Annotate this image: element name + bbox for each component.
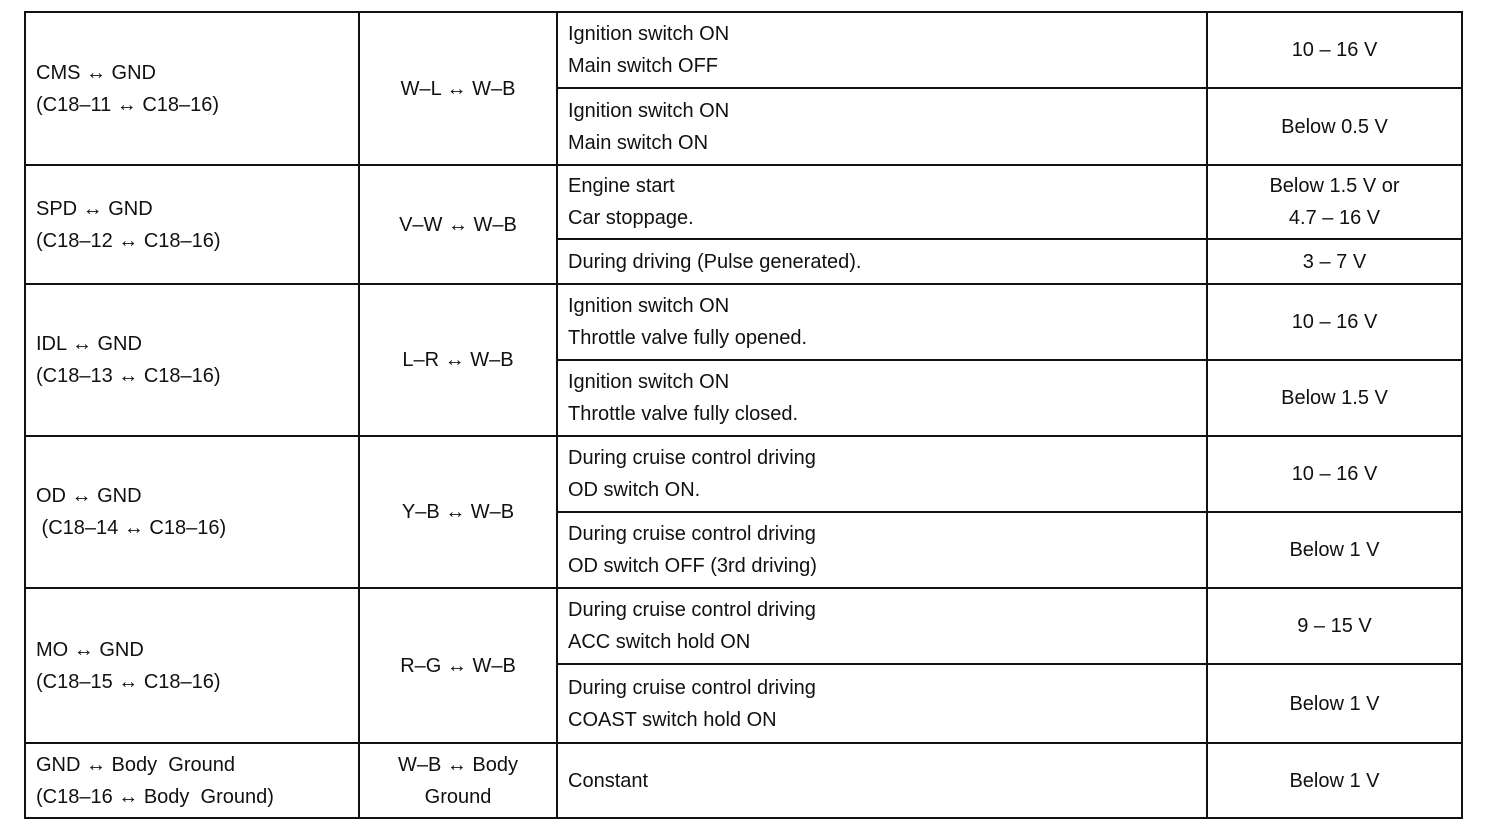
wire-color-cell — [359, 284, 557, 436]
spec-value: 10 – 16 V — [1291, 39, 1378, 61]
terminal-pins: (C18–13 ↔ C18–16) — [36, 365, 221, 387]
spec-cell — [1207, 512, 1462, 588]
condition-cell — [557, 360, 1207, 436]
condition-line: Throttle valve fully opened. — [568, 327, 808, 349]
condition-line: During cruise control driving — [568, 523, 816, 545]
wire-color: W–B ↔ Body — [397, 753, 519, 776]
spec-cell — [1207, 436, 1462, 512]
condition-line: Engine start — [568, 175, 675, 197]
terminal-cell — [25, 588, 359, 743]
spec-cell — [1207, 284, 1462, 360]
condition-line: Car stoppage. — [568, 207, 694, 229]
condition-line: During cruise control driving — [568, 676, 816, 699]
terminal-pins: (C18–15 ↔ C18–16) — [36, 670, 221, 693]
condition-cell — [557, 284, 1207, 360]
spec-cell — [1207, 88, 1462, 165]
spec-value: Below 1.5 V — [1281, 387, 1388, 409]
condition-cell — [557, 512, 1207, 588]
condition-cell — [557, 588, 1207, 664]
table-row — [25, 436, 1462, 512]
wire-color: R–G ↔ W–B — [400, 654, 516, 677]
terminal-name: MO ↔ GND — [36, 638, 144, 661]
condition-cell — [557, 88, 1207, 165]
wire-color-cell — [359, 165, 557, 284]
condition-line: Throttle valve fully closed. — [568, 403, 799, 425]
condition-line: OD switch OFF (3rd driving) — [568, 555, 817, 577]
condition-line: Ignition switch ON — [568, 295, 730, 317]
wire-color: L–R ↔ W–B — [402, 349, 514, 371]
spec-cell — [1207, 360, 1462, 436]
spec-value: 3 – 7 V — [1302, 250, 1367, 273]
terminal-name: IDL ↔ GND — [36, 333, 142, 355]
condition-line: Ignition switch ON — [568, 371, 730, 393]
condition-cell — [557, 12, 1207, 88]
wire-color: W–L ↔ W–B — [400, 77, 516, 100]
spec-value: Below 1 V — [1289, 692, 1380, 715]
spec-value: 4.7 – 16 V — [1288, 207, 1381, 229]
terminal-pins: (C18–14 ↔ C18–16) — [36, 517, 227, 539]
spec-cell — [1207, 664, 1462, 743]
wire-color-cell — [359, 588, 557, 743]
terminal-cell — [25, 165, 359, 284]
condition-line: Main switch OFF — [568, 55, 719, 77]
condition-cell — [557, 239, 1207, 284]
condition-line: During cruise control driving — [568, 599, 816, 621]
condition-line: OD switch ON. — [568, 479, 701, 501]
spec-value: Below 1 V — [1289, 769, 1380, 792]
spec-cell — [1207, 588, 1462, 664]
spec-value: Below 0.5 V — [1281, 115, 1388, 138]
table-row — [25, 12, 1462, 88]
wire-color: V–W ↔ W–B — [399, 213, 517, 236]
spec-cell — [1207, 12, 1462, 88]
terminal-cell — [25, 743, 359, 818]
wire-color-cell — [359, 12, 557, 165]
table-row — [25, 165, 1462, 239]
terminal-name: OD ↔ GND — [36, 485, 142, 507]
condition-cell — [557, 436, 1207, 512]
wire-color-cell — [359, 436, 557, 588]
spec-cell — [1207, 239, 1462, 284]
terminal-pins: (C18–11 ↔ C18–16) — [36, 93, 220, 116]
condition-line: During cruise control driving — [568, 447, 816, 469]
wire-color-cell — [359, 743, 557, 818]
condition-line: COAST switch hold ON — [568, 708, 777, 731]
condition-line: Ignition switch ON — [568, 99, 730, 122]
condition-cell — [557, 165, 1207, 239]
condition-line: Main switch ON — [568, 131, 709, 154]
table-row — [25, 743, 1462, 818]
wire-color: Y–B ↔ W–B — [401, 501, 515, 523]
terminal-cell — [25, 12, 359, 165]
condition-cell — [557, 743, 1207, 818]
spec-value: 9 – 15 V — [1297, 615, 1372, 637]
terminal-name: GND ↔ Body Ground — [36, 753, 235, 776]
table-row — [25, 588, 1462, 664]
spec-cell — [1207, 743, 1462, 818]
wire-color: Ground — [424, 785, 492, 808]
condition-line: ACC switch hold ON — [568, 631, 751, 653]
terminal-cell — [25, 284, 359, 436]
table-row — [25, 284, 1462, 360]
table-body — [25, 12, 1462, 818]
terminal-name: SPD ↔ GND — [36, 197, 153, 220]
spec-value: 10 – 16 V — [1291, 311, 1378, 333]
condition-line: Constant — [568, 769, 649, 792]
condition-line: Ignition switch ON — [568, 23, 730, 45]
condition-cell — [557, 664, 1207, 743]
terminal-voltage-table — [24, 11, 1463, 819]
terminal-pins: (C18–16 ↔ Body Ground) — [36, 785, 274, 808]
spec-value: Below 1.5 V or — [1269, 175, 1400, 197]
terminal-cell — [25, 436, 359, 588]
spec-cell — [1207, 165, 1462, 239]
terminal-pins: (C18–12 ↔ C18–16) — [36, 229, 221, 252]
spec-value: Below 1 V — [1289, 539, 1380, 561]
spec-value: 10 – 16 V — [1291, 463, 1378, 485]
terminal-name: CMS ↔ GND — [36, 61, 156, 84]
condition-line: During driving (Pulse generated). — [568, 250, 862, 273]
